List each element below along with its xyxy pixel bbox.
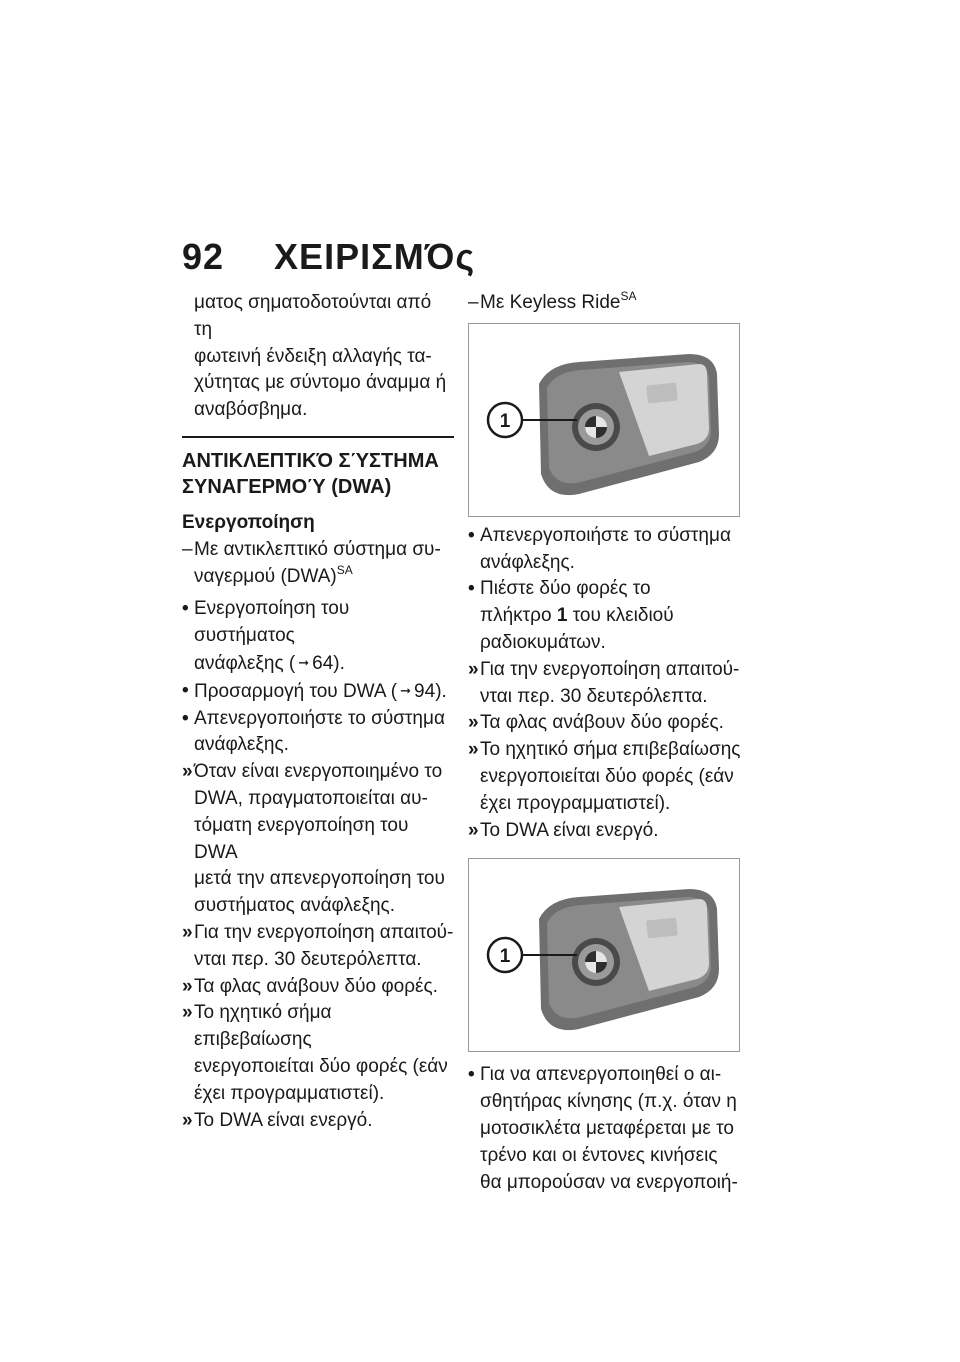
text-line: συστήματος ανάφλεξης. [194,895,395,917]
text-line: θα μπορούσαν να ενεργοποιή- [480,1171,738,1193]
text-line [194,678,454,706]
result-marker: » [182,1109,193,1131]
right-column [468,290,746,1196]
subsection-title: Ενεργοποίηση [182,511,315,533]
text-fragment: πλήκτρο [480,605,557,627]
text-line: Τα φλας ανάβουν δύο φορές. [194,975,438,997]
text-line: Με αντικλεπτικό σύστημα συ- [194,538,441,560]
radio-key-figure [468,323,740,517]
page-number: 92 [182,236,225,277]
text-line: Το ηχητικό σήμα επιβεβαίωσης [480,739,741,761]
text-line: ανάφλεξης. [480,551,575,573]
text-line: Ενεργοποίηση του συστήματος [194,598,350,647]
condition-text: Με Keyless Ride [480,292,621,313]
text-line [480,603,746,630]
result-marker: » [182,921,193,943]
text-fragment: του κλειδιού [567,605,674,627]
text-line: έχει προγραμματιστεί). [480,792,671,814]
button-reference: 1 [556,605,568,627]
sa-superscript: SA [336,562,353,577]
text-line: μετά την απενεργοποίηση του [194,868,445,890]
section-title-line: ΑΝΤΙΚΛΕΠΤΙΚΌ ΣΎΣΤΗΜΑ [182,449,439,472]
text-line: έχει προγραμματιστεί). [194,1082,385,1104]
bullet-item [182,706,454,760]
result-item [468,737,746,817]
text-line: Το DWA είναι ενεργό. [480,819,659,841]
text-line: τόματη ενεργοποίηση του DWA [194,814,409,863]
result-marker: » [182,761,193,783]
sa-superscript: SA [620,289,637,303]
bullet-item [468,576,746,656]
arrow-right-icon: ➞ [400,682,412,698]
key-panel-slot [646,382,678,403]
text-line [194,564,454,591]
result-item [182,974,454,1001]
result-item [468,657,746,711]
radio-key-figure [468,858,740,1052]
text-line: DWA, πραγματοποιείται αυ- [194,787,428,809]
result-marker: » [468,819,479,841]
text-line: Για να απενεργοποιηθεί ο αι- [480,1064,722,1086]
text-line: Απενεργοποιήστε το σύστημα [194,707,445,729]
result-item [182,1108,454,1135]
text-line: ανάφλεξης. [194,734,289,756]
result-item [182,1000,454,1107]
text-line: Όταν είναι ενεργοποιημένο το [194,761,443,783]
result-marker: » [468,739,479,761]
bullet-marker: • [182,598,189,620]
text-line: αναβόσβημα. [194,399,308,421]
page-reference-link[interactable]: 94 [414,680,436,702]
text-fragment: Προσαρμογή του DWA ( [194,680,398,702]
result-item [468,818,746,845]
bullet-marker: • [182,679,189,701]
key-fob-illustration [469,859,739,1051]
condition-item [468,290,746,317]
condition-text: ναγερμού (DWA) [194,565,337,587]
text-line: μοτοσικλέτα μεταφέρεται με το [480,1117,734,1139]
text-line: φωτεινή ένδειξη αλλαγής τα- [194,345,432,367]
text-line: Για την ενεργοποίηση απαιτού- [480,658,740,680]
text-line: τρένο και οι έντονες κινήσεις [480,1144,718,1166]
text-line [194,650,454,678]
text-line: ραδιοκυμάτων. [480,631,606,653]
text-line: νται περ. 30 δευτερόλεπτα. [194,948,422,970]
bullet-item [182,678,454,706]
text-line: Το DWA είναι ενεργό. [194,1109,373,1131]
bullet-item [182,596,454,677]
dash-marker: – [182,538,193,560]
bullet-item [468,523,746,577]
text-line: Πιέστε δύο φορές το [480,578,651,600]
text-line: Για την ενεργοποίηση απαιτού- [194,921,454,943]
text-fragment: ανάφλεξης ( [194,652,296,674]
chapter-title: ΧΕΙΡΙΣΜΌς [274,236,476,277]
text-line: ενεργοποιείται δύο φορές (εάν [480,765,734,787]
bullet-marker: • [468,578,475,600]
text-line: ενεργοποιείται δύο φορές (εάν [194,1055,448,1077]
result-marker: » [468,658,479,680]
bullet-marker: • [468,524,475,546]
text-line [480,290,746,317]
bullet-item [468,1062,746,1196]
callout-number: 1 [499,410,511,432]
left-column [182,290,454,1134]
text-fragment: ). [333,652,345,674]
condition-item [182,537,454,591]
text-line: Το ηχητικό σήμα επιβεβαίωσης [194,1002,332,1051]
page-header [182,236,475,286]
arrow-right-icon: ➞ [298,654,310,670]
section-title-line: ΣΥΝΑΓΕΡΜΟΎ (DWA) [182,475,392,498]
key-panel-slot [646,918,678,939]
bullet-marker: • [468,1064,475,1086]
text-line: Τα φλας ανάβουν δύο φορές. [480,712,724,734]
key-fob-illustration [469,324,739,516]
page-reference-link[interactable]: 64 [312,652,334,674]
result-item [182,920,454,974]
text-line: νται περ. 30 δευτερόλεπτα. [480,685,708,707]
text-line: ματος σηματοδοτούνται από τη [194,292,432,340]
intro-paragraph [182,290,454,424]
result-marker: » [182,1002,193,1024]
text-fragment: ). [435,680,447,702]
bullet-marker: • [182,707,189,729]
text-line: χύτητας με σύντομο άναμμα ή [194,372,447,394]
result-item [468,710,746,737]
text-line: Απενεργοποιήστε το σύστημα [480,524,731,546]
section-heading [182,436,454,500]
result-marker: » [468,712,479,734]
result-item [182,759,454,920]
dash-marker: – [468,292,479,313]
text-line: σθητήρας κίνησης (π.χ. όταν η [480,1091,737,1113]
callout-number: 1 [499,946,511,968]
result-marker: » [182,975,193,997]
